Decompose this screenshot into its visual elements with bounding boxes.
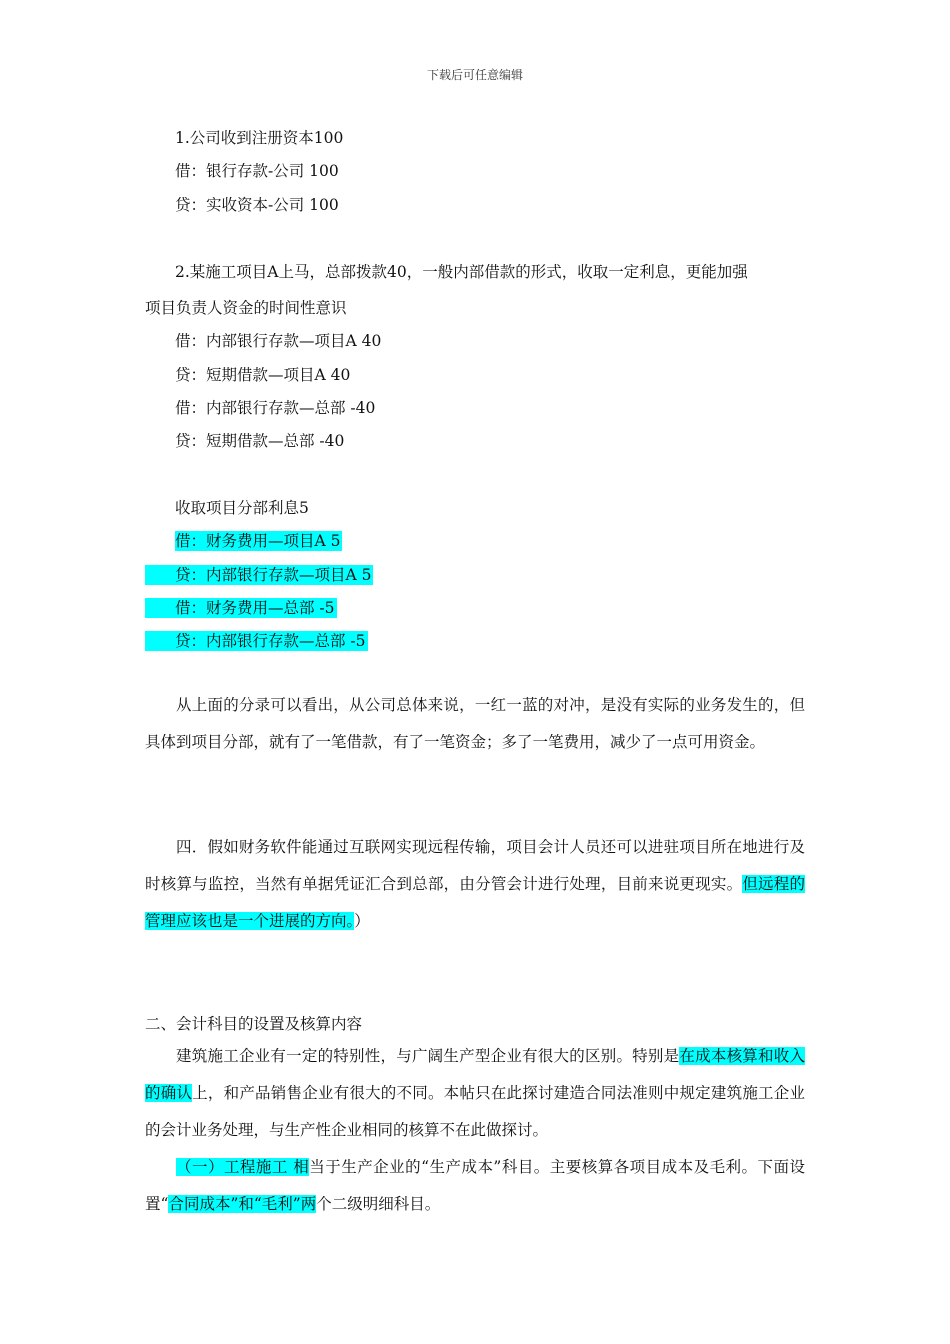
- entry-title-1: 1.公司收到注册资本100: [175, 129, 344, 147]
- section-two-paragraph: [145, 1038, 805, 1149]
- subsection-paragraph: [145, 1149, 805, 1223]
- highlighted-text: 合同成本”和“毛利”两: [168, 1195, 317, 1213]
- paragraph-text: 建筑施工企业有一定的特别性，与广阔生产型企业有很大的区别。特别是: [176, 1047, 680, 1065]
- entry-line: 贷：短期借款—总部 -40: [175, 432, 345, 450]
- highlighted-text: （一）工程施工 相: [176, 1158, 310, 1176]
- entry-line: 借：内部银行存款—项目A 40: [175, 332, 382, 350]
- entry-line: 贷：短期借款—项目A 40: [175, 366, 351, 384]
- highlighted-entry: 贷：内部银行存款—项目A 5: [145, 565, 373, 585]
- paragraph-text: 个二级明细科目。: [316, 1195, 441, 1213]
- interest-title: 收取项目分部利息5: [175, 499, 309, 517]
- entry-line: 贷：实收资本-公司 100: [175, 196, 339, 214]
- highlighted-entry: 借：财务费用—总部 -5: [145, 598, 337, 618]
- highlighted-entry: 借：财务费用—项目A 5: [175, 532, 341, 550]
- entry-line: 借：内部银行存款—总部 -40: [175, 399, 376, 417]
- analysis-paragraph: 从上面的分录可以看出，从公司总体来说，一红一蓝的对冲，是没有实际的业务发生的，但具体到项目分部，就有了一笔借款，有了一笔资金；多了一笔费用，减少了一点可用资金。: [145, 696, 805, 751]
- entry-title-2-cont: 项目负责人资金的时间性意识: [145, 299, 347, 317]
- paragraph-text: 上，和产品销售企业有很大的不同。本帖只在此探讨建造合同法准则中规定建筑施工企业的会计业务处理，与生产性企业相同的核算不在此做探讨。: [145, 1084, 805, 1139]
- entry-line: 借：银行存款-公司 100: [175, 162, 339, 180]
- section-heading: 二、会计科目的设置及核算内容: [145, 1015, 363, 1033]
- paragraph-text: 当于生产企业的“生产成本”科目。主要核算各项目成本及毛利。下面设置“: [145, 1158, 805, 1213]
- entry-title-2: 2.某施工项目A上马，总部拨款40，一般内部借款的形式，收取一定利息，更能加强: [175, 263, 748, 281]
- section-four-paragraph: [145, 829, 805, 940]
- paragraph-text: ）: [354, 912, 370, 930]
- paragraph-text: 四．假如财务软件能通过互联网实现远程传输，项目会计人员还可以进驻项目所在地进行及时核算与监控，当然有单据凭证汇合到总部，由分管会计进行处理，目前来说更现实。: [145, 838, 805, 893]
- highlighted-text: 但远程的管理应该也是一个进展的方向。: [145, 875, 805, 930]
- page-header: 下载后可任意编辑: [426, 68, 523, 82]
- highlighted-entry: 贷：内部银行存款—总部 -5: [145, 631, 368, 651]
- highlighted-text: 在成本核算和收入的确认: [145, 1047, 805, 1102]
